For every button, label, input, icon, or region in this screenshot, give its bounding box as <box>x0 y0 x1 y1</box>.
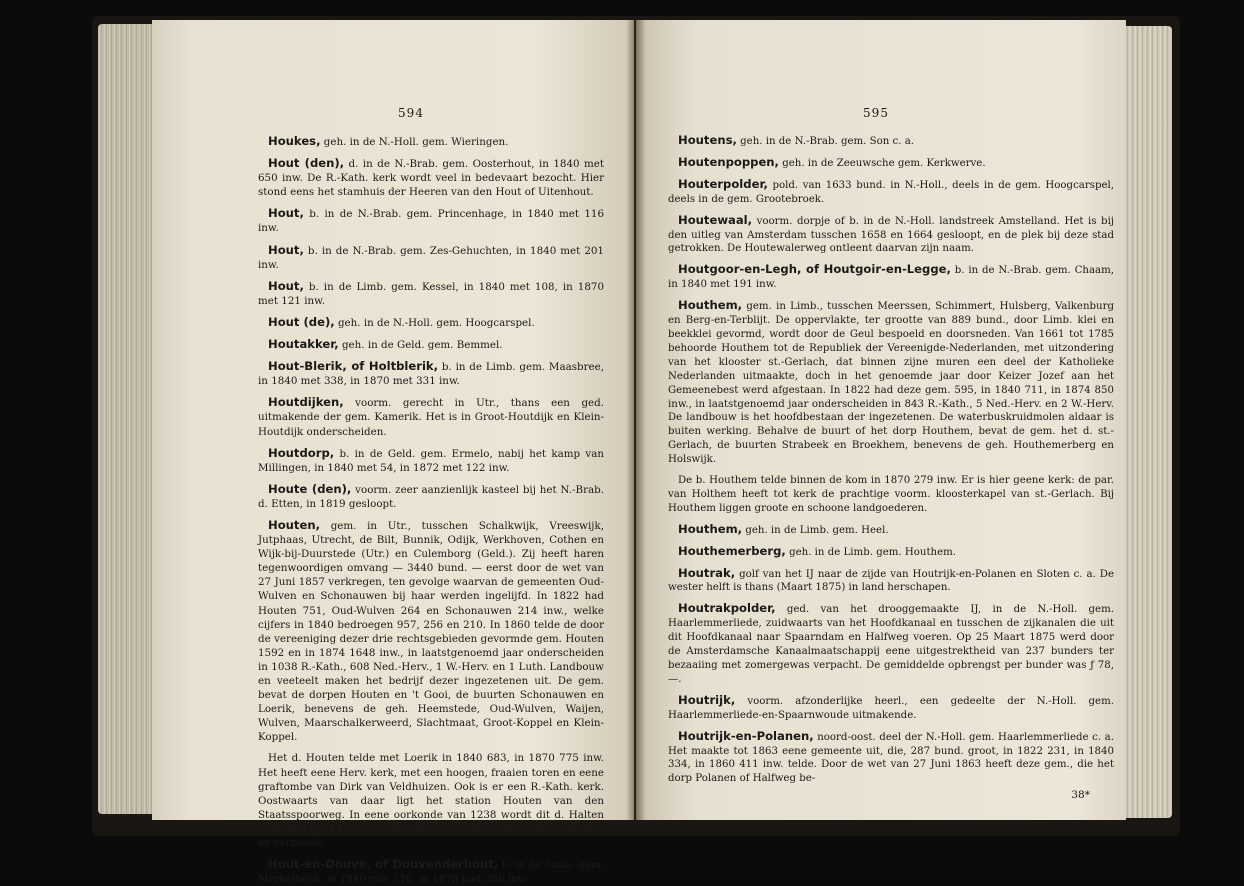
entry-text: voorm. zeer aanzienlijk kasteel bij het N.-Brab. d. Etten, in 1819 gesloopt. <box>258 483 605 510</box>
entry-headword: Houtrak, <box>678 565 736 580</box>
dictionary-entry <box>668 134 1114 149</box>
entry-text: geh. in de Limb. gem. Heel. <box>745 524 889 536</box>
dictionary-entry <box>668 299 1114 467</box>
dictionary-entry <box>668 694 1114 723</box>
entry-headword: Houtdijken, <box>268 395 344 410</box>
dictionary-entry <box>258 206 604 235</box>
dictionary-entry <box>258 751 604 850</box>
entry-headword: Houtrijk-en-Polanen, <box>678 728 814 743</box>
entry-headword: Hout-en-Douve, of Douvenderhout, <box>268 857 499 872</box>
entry-text: b. in de N.-Brab. gem. Zes-Gehuchten, in 1840 met 201 inw. <box>258 244 604 271</box>
dictionary-entry <box>258 359 604 388</box>
entry-headword: Houthem, <box>678 298 743 313</box>
dictionary-entry <box>258 337 604 352</box>
entry-text: geh. in de Limb. gem. Houthem. <box>789 546 957 558</box>
entry-headword: Houtrijk, <box>678 692 736 707</box>
entry-text: pold. van 1633 bund. in N.-Holl., deels in de gem. Hoogcarspel, deels in de gem. Grootebroek. <box>668 179 1114 205</box>
entry-headword: Houtewaal, <box>678 212 753 227</box>
entry-headword: Hout, <box>268 278 304 293</box>
entry-text: gem. in Utr., tusschen Schalkwijk, Vreeswijk, Jutphaas, Utrecht, de Bilt, Bunnik, Odijk, Werkhoven, Cothen en Wijk-bij-Duurstede (Utr.) en Culemborg (Geld.). Zij heeft haren tegenwoordigen omvang — 3440 bund. — eerst door de wet van 27 Juni 1857 verkregen, ten gevolge waarvan de gemeenten Oud-Wulven en Schonauwen bij haar werden ingelijfd. In 1822 had Houten 751, Oud-Wulven 264 en Schonauwen 214 inw., welke cijfers in 1840 bedroegen 957, 256 en 210. In 1860 telde de door de vereeniging dezer drie rechtsgebieden gevormde gem. Houten 1592 en in 1874 1648 inw., in laatstgenoemd jaar onderscheiden in 1038 R.-Kath., 608 Ned.-Herv., 1 W.-Herv. en 1 Luth. Landbouw en veeteelt maken het bedrijf dezer ingezetenen uit. De gem. bevat de dorpen Houten en 't Gooi, de buurten Schonauwen en Loerik, benevens de geh. Heemstede, Oud-Wulven, Waijen, Wulven, Maarschalkerweerd, Slachtmaat, Groot-Koppel en Klein-Koppel. <box>258 519 604 744</box>
right-page <box>636 20 1126 820</box>
entry-text: b. in de N.-Brab. gem. Princenhage, in 1840 met 116 inw. <box>258 208 604 235</box>
dictionary-entry <box>668 156 1114 171</box>
entry-headword: Houtens, <box>678 133 737 147</box>
entry-text: noord-oost. deel der N.-Holl. gem. Haarlemmerliede c. a. Het maakte tot 1863 eene gemeente uit, die, 287 bund. groot, in 1822 231, in 1840 334, in 1860 411 inw. telde. Door de wet van 27 Juni 1863 heeft deze gem., die het dorp Polanen of Halfweg be- <box>668 731 1114 785</box>
entry-text: b. in de N.-Brab. gem. Chaam, in 1840 met 191 inw. <box>668 265 1115 291</box>
entry-text: voorm. dorpje of b. in de N.-Holl. landstreek Amstelland. Het is bij den uitleg van Amsterdam tusschen 1658 en 1664 gesloopt, en de plek bij deze stad getrokken. De Houtewalerweg ontleent daarvan zijn naam. <box>668 215 1114 255</box>
entry-headword: Houten, <box>268 517 320 532</box>
signature-mark: 38* <box>1071 789 1090 802</box>
entry-headword: Hout, <box>268 242 304 257</box>
entry-text: De b. Houthem telde binnen de kom in 1870 279 inw. Er is hier geene kerk: de par. van Holthem heeft tot kerk de prachtige voorm. kloosterkapel van st.-Gerlach. Bij Houthem liggen groote en schoone landgoederen. <box>668 475 1114 514</box>
right-page-edges <box>1124 26 1172 818</box>
dictionary-entry <box>258 156 604 199</box>
right-entries <box>668 134 1114 786</box>
entry-text: b. in de Geld. gem. Ermelo, nabij het kamp van Millingen, in 1840 met 54, in 1872 met 122 inw. <box>258 447 604 474</box>
dictionary-entry <box>258 279 604 308</box>
entry-text: voorm. afzonderlijke heerl., een gedeelte der N.-Holl. gem. Haarlemmerliede-en-Spaarnwoude uitmakende. <box>668 695 1114 721</box>
entry-text: b. in de Limb. gem. Merkelbeek, in 1840 met 376, in 1870 met 380 inw. <box>258 859 604 886</box>
entry-text: d. in de N.-Brab. gem. Oosterhout, in 1840 met 650 inw. De R.-Kath. kerk wordt veel in bedevaart bezocht. Hier stond eens het stamhuis der Heeren van den Hout of Uitenhout. <box>258 158 604 199</box>
dictionary-entry <box>668 567 1114 596</box>
book-gutter <box>626 20 646 820</box>
dictionary-entry <box>668 602 1114 686</box>
dictionary-entry <box>258 857 604 886</box>
entry-text: geh. in de Zeeuwsche gem. Kerkwerve. <box>782 157 986 169</box>
page-number-left: 594 <box>398 106 424 120</box>
dictionary-entry <box>668 263 1114 292</box>
entry-headword: Houtakker, <box>268 337 339 352</box>
entry-headword: Houtrakpolder, <box>678 601 776 616</box>
entry-headword: Houtdorp, <box>268 445 335 460</box>
entry-headword: Houtenpoppen, <box>678 154 779 169</box>
entry-text: Het d. Houten telde met Loerik in 1840 683, in 1870 775 inw. Het heeft eene Herv. kerk, met een hoogen, fraaien toren en eene graftombe van Dirk van Veldhuizen. Ook is er een R.-Kath. kerk. Oostwaarts van daar ligt het station Houten van den Staatsspoorweg. In eene oorkonde van 1238 wordt dit d. Halten genoemd. In 1431 werd het door de Gelderschen uitgeplunderd en verbrand. <box>258 752 604 850</box>
dictionary-entry <box>258 395 604 438</box>
entry-headword: Houthem, <box>678 521 743 536</box>
left-page-edges <box>98 24 158 814</box>
entry-headword: Houterpolder, <box>678 176 768 191</box>
entry-text: geh. in de N.-Holl. gem. Hoogcarspel. <box>337 316 535 329</box>
entry-text: geh. in de Geld. gem. Bemmel. <box>341 339 503 352</box>
entry-text: geh. in de N.-Brab. gem. Son c. a. <box>740 136 915 147</box>
dictionary-entry <box>668 214 1114 257</box>
dictionary-entry <box>258 482 604 511</box>
dictionary-entry <box>258 134 604 149</box>
dictionary-entry <box>668 523 1114 538</box>
entry-text: b. in de Limb. gem. Kessel, in 1840 met 108, in 1870 met 121 inw. <box>258 280 604 307</box>
entry-text: golf van het IJ naar de zijde van Houtrijk-en-Polanen en Sloten c. a. De wester helft is thans (Maart 1875) in land herschapen. <box>668 568 1114 594</box>
left-page <box>152 20 634 886</box>
left-entries <box>258 134 604 886</box>
entry-headword: Hout, <box>268 206 304 221</box>
entry-text: geh. in de N.-Holl. gem. Wieringen. <box>323 136 509 148</box>
page-number-right: 595 <box>863 106 889 120</box>
dictionary-entry <box>258 315 604 330</box>
dictionary-entry <box>668 474 1114 516</box>
entry-text: voorm. gerecht in Utr., thans een ged. uitmakende der gem. Kamerik. Het is in Groot-Houtdijk en Klein-Houtdijk onderscheiden. <box>258 397 604 438</box>
dictionary-entry <box>668 178 1114 207</box>
dictionary-entry <box>258 446 604 475</box>
dictionary-entry <box>668 730 1114 787</box>
entry-headword: Houthemerberg, <box>678 543 786 558</box>
dictionary-entry <box>258 518 604 745</box>
entry-headword: Houte (den), <box>268 481 352 496</box>
dictionary-entry <box>258 243 604 272</box>
entry-text: ged. van het drooggemaakte IJ, in de N.-Holl. gem. Haarlemmerliede, zuidwaarts van het Hoofdkanaal en tusschen de zijkanalen die uit dit Hoofdkanaal naar Spaarndam en Halfweg voeren. Op 25 Maart 1875 werd door de Amsterdamsche Kanaalmaatschappij eene uitgestrektheid van 237 bunders ter bezaaiing met zomergewas verpacht. De gemiddelde opbrengst per bunder was ƒ 78,—. <box>668 604 1114 685</box>
entry-text: b. in de Limb. gem. Maasbree, in 1840 met 338, in 1870 met 331 inw. <box>258 361 605 388</box>
dictionary-entry <box>668 545 1114 560</box>
entry-headword: Houkes, <box>268 134 321 148</box>
entry-headword: Hout (de), <box>268 314 335 329</box>
entry-headword: Houtgoor-en-Legh, of Houtgoir-en-Legge, <box>678 262 951 277</box>
entry-headword: Hout (den), <box>268 156 345 171</box>
entry-headword: Hout-Blerik, of Holtblerik, <box>268 359 439 374</box>
entry-text: gem. in Limb., tusschen Meerssen, Schimmert, Hulsberg, Valkenburg en Berg-en-Terblijt. De oppervlakte, ter grootte van 889 bund., door Limb. klei en beekklei gevormd, wordt door de Geul bespoeld en doorsneden. Van 1661 tot 1785 behoorde Houthem tot de Republiek der Vereenigde-Nederlanden, met uitzondering van het klooster st.-Gerlach, dat binnen zijne muren een deel der Katholieke Nederlanden uitmaakte, doch in het genoemde jaar door Keizer Jozef aan het Gemeenebest werd afgestaan. In 1822 had deze gem. 595, in 1840 711, in 1874 850 inw., in laatstgenoemd jaar onderscheiden in 843 R.-Kath., 5 Ned.-Herv. en 2 W.-Herv. De landbouw is het hoofdbestaan der ingezetenen. De waterbuskruidmolen aldaar is buiten werking. Behalve de buurt of het dorp Houthem, bevat de gem. het d. st.-Gerlach, de buurten Strabeek en Broekhem, benevens de geh. Houthemerberg en Holswijk. <box>668 301 1114 466</box>
